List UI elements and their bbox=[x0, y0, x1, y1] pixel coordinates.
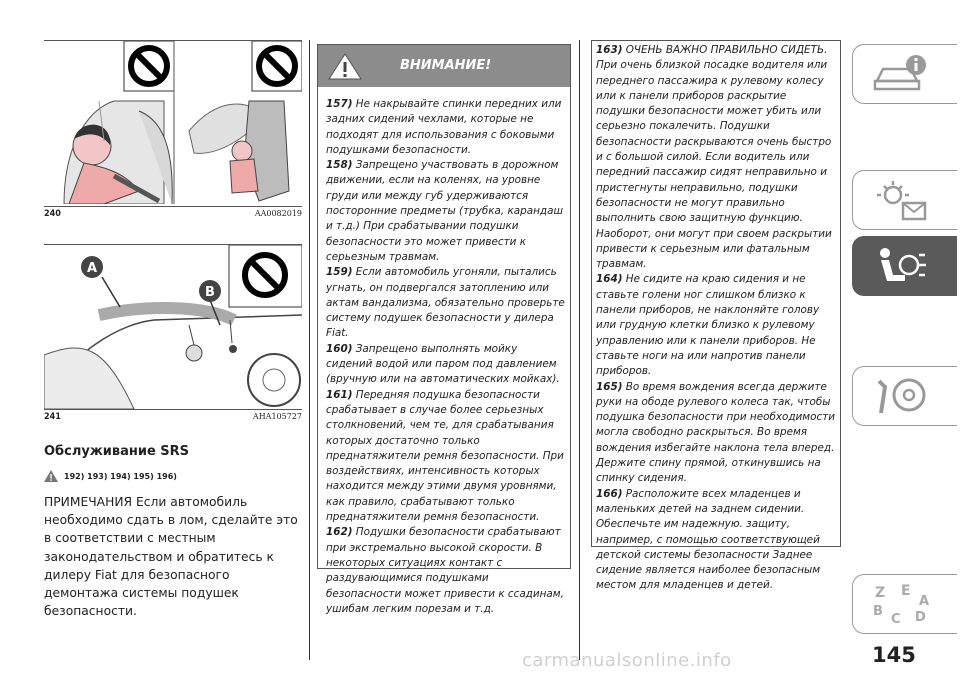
figure-number: 241 bbox=[44, 412, 61, 422]
tab-warning-lights[interactable] bbox=[852, 170, 957, 230]
car-info-icon bbox=[871, 51, 931, 97]
warning-item-158: 158) Запрещено участвовать в дорожном движении, если на коленях, на уровне груди или между губ удерживаются посторонние предметы (трубка, карандаш и т.д.) При срабатывании подушки безопасности это может привести к серьезным травмам. bbox=[326, 159, 563, 263]
warning-item-157: 157) Не накрывайте спинки передних или задних сидений чехлами, которые не подходят для использования с боковыми подушками безопасности. bbox=[326, 98, 562, 156]
svg-text:C: C bbox=[891, 612, 901, 627]
reference-numbers: 192) 193) 194) 195) 196) bbox=[64, 471, 177, 481]
svg-text:Z: Z bbox=[875, 585, 886, 601]
tools-steering-icon bbox=[871, 373, 931, 419]
warning-item-159: 159) Если автомобиль угоняли, пытались угнать, он подвергался затоплению или актам вандализма, обязательно проверьте систему подушек безопасности у дилера Fiat. bbox=[326, 266, 565, 340]
warning-item-166: 166) Расположите всех младенцев и маленьких детей на заднем сидении. Обеспечьте им надежную. защиту, например, с помощью соответствующей детской системы безопасности Заднее сидение является наиболее безопасным местом для младенцев и детей. bbox=[596, 487, 821, 592]
svg-text:A: A bbox=[919, 594, 930, 609]
warning-text bbox=[326, 97, 566, 617]
label-a: A bbox=[86, 261, 98, 276]
airbag-seat-icon bbox=[871, 243, 931, 289]
svg-text:B: B bbox=[873, 604, 883, 619]
warning-item-165: 165) Во время вождения всегда держите руки на ободе рулевого колеса так, чтобы подушка безопасности при необходимости могла свободно раскрыться. Во время вождения избегайте наклона тела вперед. Держите спину прямой, откинувшись на спинку сидения. bbox=[596, 380, 836, 485]
warning-triangle-icon bbox=[328, 53, 362, 80]
warning-header bbox=[318, 45, 570, 87]
car-interior-illustration bbox=[44, 245, 302, 409]
svg-text:E: E bbox=[901, 583, 911, 599]
tab-tools[interactable] bbox=[852, 366, 957, 426]
page-number: 145 bbox=[872, 643, 916, 667]
warning-title: ВНИМАНИЕ! bbox=[400, 58, 492, 73]
warning-box bbox=[317, 44, 571, 615]
figure-code: AA0082019 bbox=[254, 209, 302, 218]
alphabet-index-icon bbox=[871, 581, 931, 627]
note-lead: ПРИМЕЧАНИЯ bbox=[44, 495, 133, 509]
figure-241 bbox=[44, 244, 302, 409]
tab-car-info[interactable] bbox=[852, 44, 957, 104]
figure-240-caption bbox=[44, 209, 302, 223]
svg-text:D: D bbox=[915, 610, 926, 625]
figure-240 bbox=[44, 40, 302, 204]
column-divider bbox=[309, 40, 310, 660]
tab-index[interactable] bbox=[852, 574, 957, 634]
figure-code: AHA105727 bbox=[252, 412, 302, 421]
warning-text bbox=[596, 43, 838, 594]
srs-paragraph bbox=[44, 493, 306, 620]
warning-lights-icon bbox=[871, 177, 931, 223]
tab-safety[interactable] bbox=[852, 236, 957, 296]
figure-number: 240 bbox=[44, 209, 61, 219]
child-seat-illustration bbox=[44, 41, 302, 204]
warning-box-continued bbox=[591, 40, 841, 592]
section-title: Обслуживание SRS bbox=[44, 444, 190, 459]
reference-list bbox=[44, 470, 177, 482]
warning-item-161: 161) Передняя подушка безопасности срабатывает в случае более серьезных столкновений, чем те, для срабатывания которых достаточно только преднатяжители ремня безопасности. При воздействиях, интенсивность которых находится между этими двумя уровнями, как правило, срабатывают только преднатяжители ремня безопасности. bbox=[326, 388, 564, 524]
warning-item-162: 162) Подушки безопасности срабатывают при экстремально высокой скорости. В некоторых ситуациях контакт с раздувающимися подушками безопасности может привести к ссадинам, ушибам легким порезам и т.д. bbox=[326, 526, 564, 615]
watermark: carmanualsonline.info bbox=[522, 650, 732, 671]
warning-triangle-icon bbox=[44, 470, 58, 482]
figure-241-caption bbox=[44, 412, 302, 426]
column-divider bbox=[579, 40, 580, 660]
note-text: Если автомобиль необходимо сдать в лом, сделайте это в соответствии с местным законодательством и обратитесь к дилеру Fiat для безопасного демонтажа системы подушек безопасности. bbox=[44, 495, 298, 619]
label-b: B bbox=[205, 285, 215, 300]
warning-item-164: 164) Не сидите на краю сидения и не ставьте голени ног слишком близко к панели приборов, не наклоняйте голову или грудную клетки близко к рулевому управлению или к панели приборов. Не ставьте ноги на или напротив панели приборов. bbox=[596, 273, 820, 378]
warning-item-163: 163) ОЧЕНЬ ВАЖНО ПРАВИЛЬНО СИДЕТЬ. При очень близкой посадке водителя или переднего пассажира к рулевому колесу или к панели приборов раскрытие подушки безопасности может убить или серьезно покалечить. Подушки безопасности раскрываются очень быстро и с большой силой. Если водитель или передний пассажир сидят неправильно и пристегнуты неправильно, подушки безопасности не могут правильно выполнить свою защитную функцию. Наоборот, они могут при своем раскрытии привести к серьезным или фатальным травмам. bbox=[596, 44, 832, 271]
warning-item-160: 160) Запрещено выполнять мойку сидений водой или паром под давлением (вручную или на автоматических мойках). bbox=[326, 342, 560, 386]
